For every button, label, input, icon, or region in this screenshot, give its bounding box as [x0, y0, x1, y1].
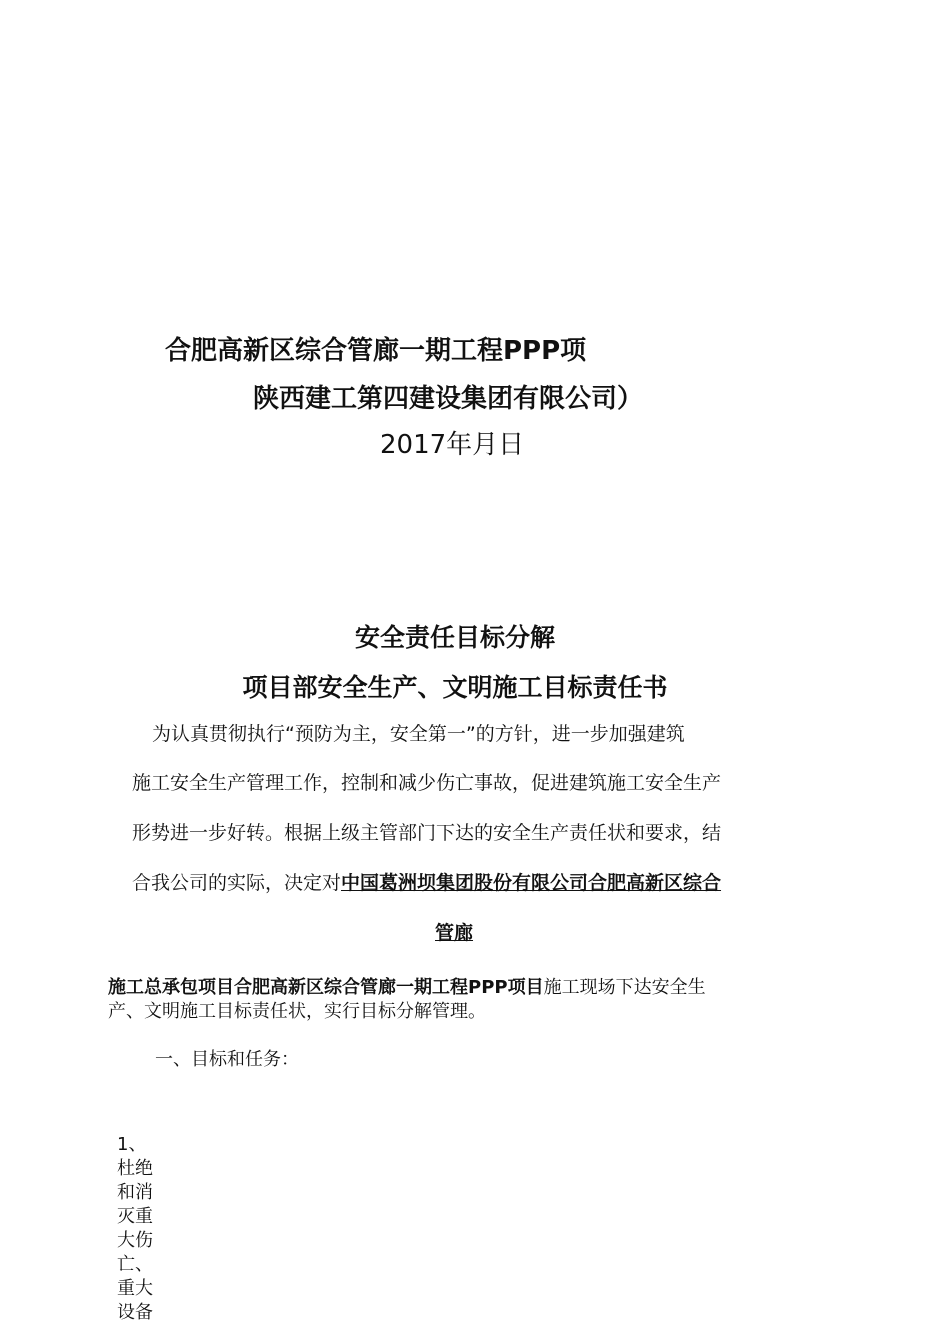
cover-company-line: 陕西建工第四建设集团有限公司） [253, 384, 644, 414]
section-title: 安全责任目标分解 [354, 623, 555, 652]
contractor-name: 中国葛洲坝集团股份有限公司合肥高新区综合 [341, 872, 722, 894]
cover-date: 2017年月日 [380, 430, 525, 460]
heading-targets-tasks: 一、目标和任务： [155, 1049, 299, 1070]
item-1-text: 1、杜绝和消灭重大伤亡、重大设备 [117, 1134, 153, 1323]
intro-line-3: 形势进一步好转。根据上级主管部门下达的安全生产责任状和要求，结 [132, 822, 722, 844]
intro-line-4-prefix: 合我公司的实际，决定对 [132, 872, 342, 894]
body-line-1-rest: 施工现场下达安全生 [543, 977, 706, 998]
intro-line-1: 为认真贯彻执行“预防为主，安全第一”的方针，进一步加强建筑 [152, 723, 685, 745]
intro-line-5: 管廊 [435, 922, 474, 944]
body-line-1 [108, 973, 706, 999]
document-title: 项目部安全生产、文明施工目标责任书 [242, 673, 668, 702]
intro-line-4 [132, 868, 721, 895]
body-line-2: 产、文明施工目标责任状，实行目标分解管理。 [108, 1001, 486, 1022]
cover-project-line: 合肥高新区综合管廊一期工程PPP项 [165, 336, 587, 366]
project-name: 施工总承包项目合肥高新区综合管廊一期工程PPP项目 [108, 977, 544, 998]
intro-line-2: 施工安全生产管理工作，控制和减少伤亡事故，促进建筑施工安全生产 [132, 772, 722, 794]
